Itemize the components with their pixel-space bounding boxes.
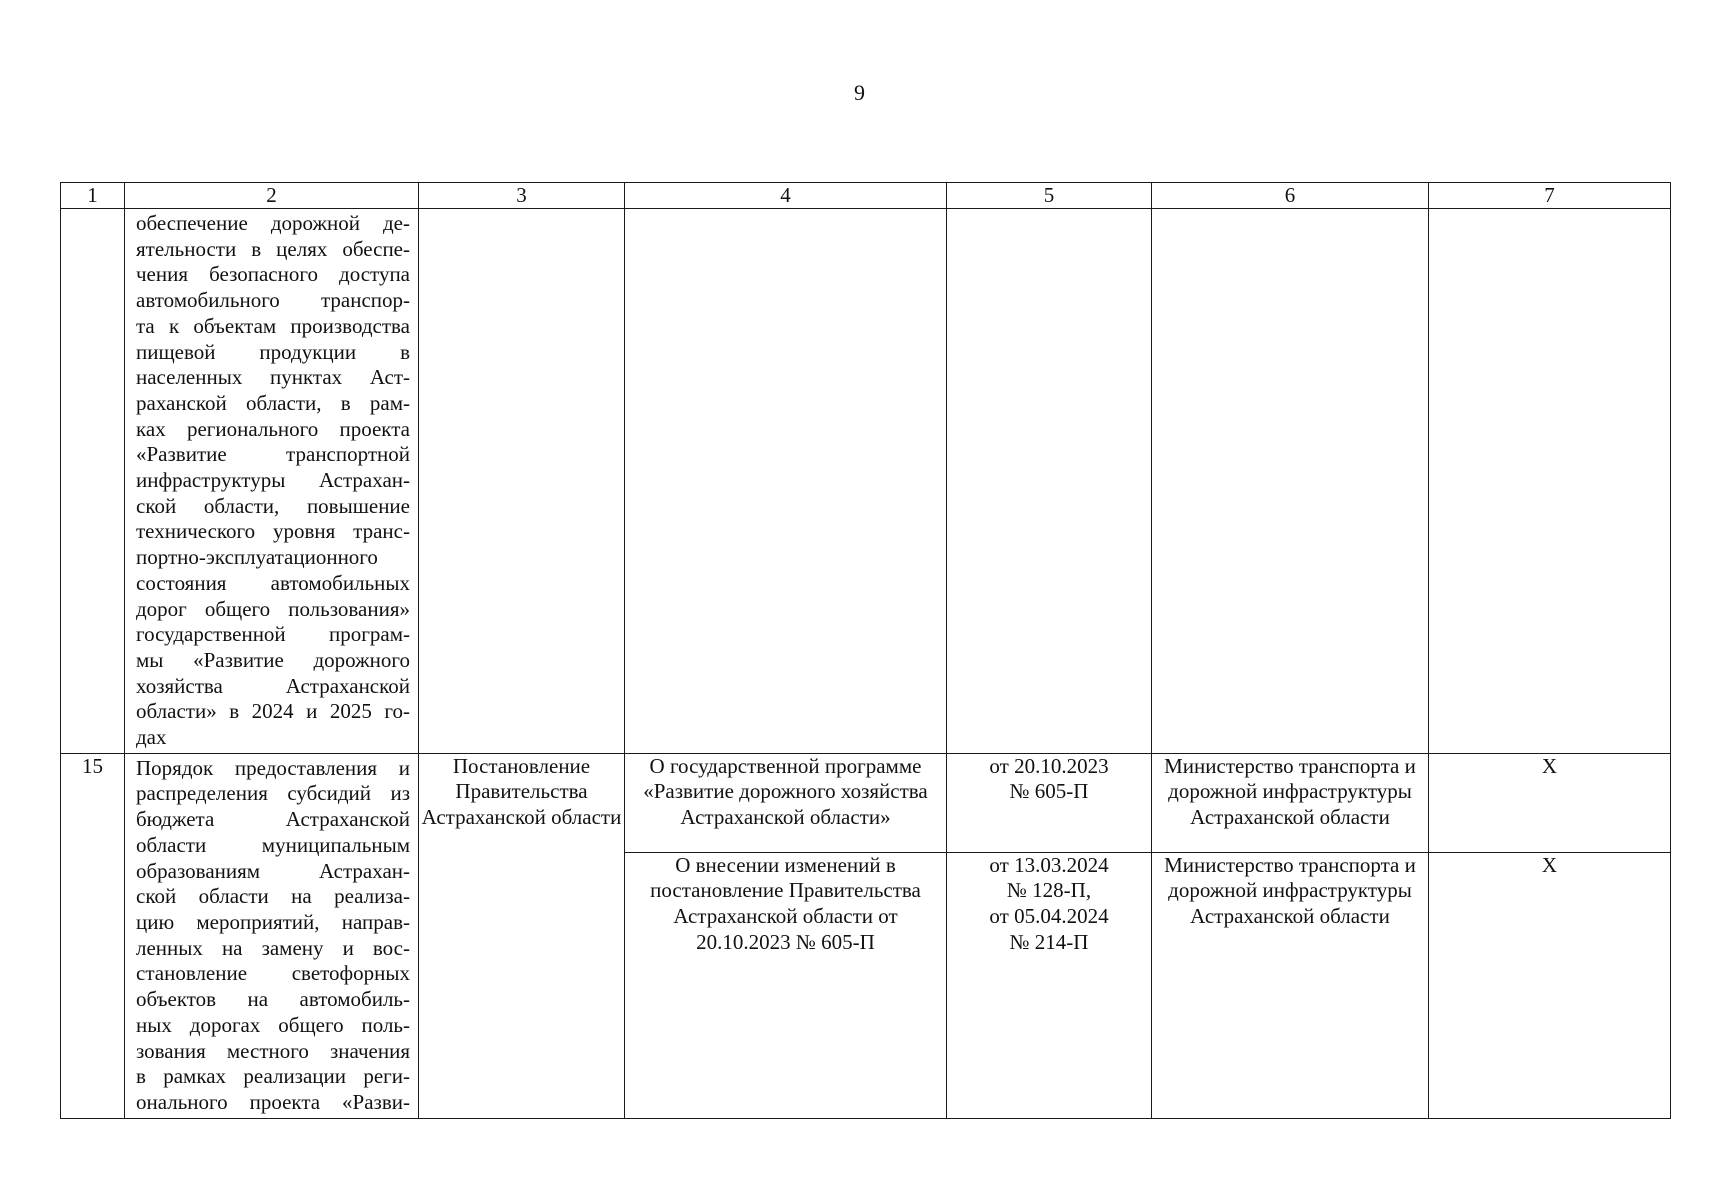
cont-number-cell — [61, 209, 125, 754]
text-line: объектов на автомобиль- — [136, 987, 410, 1012]
text-line: инфраструктуры Астрахан- — [136, 468, 410, 493]
acts-table — [60, 182, 1671, 1119]
cont-description-text — [125, 209, 418, 753]
text-line: «Развитие транспортной — [136, 442, 410, 467]
note-cell: Х — [1429, 753, 1671, 852]
header-cell: 6 — [1152, 183, 1429, 209]
act-date-line: от 13.03.2024 — [989, 852, 1109, 877]
act-title-cell: О государственной программе «Развитие дорожного хозяйства Астраханской области» — [625, 753, 947, 852]
text-line: бюджета Астраханской — [136, 807, 410, 832]
act-date-line: от 20.10.2023 — [989, 753, 1109, 778]
text-line: онального проекта «Разви- — [136, 1089, 410, 1114]
text-line: хозяйства Астраханской — [136, 673, 410, 698]
text-line: чения безопасного доступа — [136, 262, 410, 287]
text-line: ской области, повышение — [136, 493, 410, 518]
text-line: распределения субсидий из — [136, 781, 410, 806]
text-line: пищевой продукции в — [136, 339, 410, 364]
act-date-cell — [947, 852, 1152, 1118]
act-number-line: № 128-П, — [1006, 878, 1092, 903]
act-title-cell: О внесении изменений в постановление Правительства Астраханской области от 20.10.2023 № 605-П — [625, 852, 947, 1118]
text-line: ской области на реализа- — [136, 884, 410, 909]
text-line: раханской области, в рам- — [136, 390, 410, 415]
row-number: 15 — [61, 753, 125, 1118]
continued-row — [61, 209, 1671, 754]
row-15-description-cell — [125, 753, 419, 1118]
page-number: 9 — [854, 80, 865, 105]
text-line: в рамках реализации реги- — [136, 1064, 410, 1089]
cont-responsible-cell — [1152, 209, 1429, 754]
text-line: мы «Развитие дорожного — [136, 647, 410, 672]
header-cell: 1 — [61, 183, 125, 209]
act-date-line: от 05.04.2024 — [989, 904, 1109, 929]
text-line: зования местного значения — [136, 1038, 410, 1063]
header-cell: 5 — [947, 183, 1152, 209]
text-line: области муниципальным — [136, 832, 410, 857]
text-line: области» в 2024 и 2025 го- — [136, 699, 410, 724]
text-line: состояния автомобильных — [136, 570, 410, 595]
text-line: та к объектам производства — [136, 313, 410, 338]
act-date-cell — [947, 753, 1152, 852]
text-line: технического уровня транс- — [136, 519, 410, 544]
responsible-cell: Министерство транспорта и дорожной инфраструктуры Астраханской области — [1152, 852, 1429, 1118]
header-cell: 2 — [125, 183, 419, 209]
row-15-description-text — [125, 754, 418, 1118]
cont-act-type-cell — [419, 209, 625, 754]
text-line: становление светофорных — [136, 961, 410, 986]
text-line: ных дорогах общего поль- — [136, 1012, 410, 1037]
text-line: портно-эксплуатационного — [136, 545, 378, 570]
text-line: ятельности в целях обеспе- — [136, 236, 410, 261]
row-15-first — [61, 753, 1671, 852]
header-cell: 3 — [419, 183, 625, 209]
text-line: ках регионального проекта — [136, 416, 410, 441]
header-row — [61, 183, 1671, 209]
responsible-cell: Министерство транспорта и дорожной инфраструктуры Астраханской области — [1152, 753, 1429, 852]
cont-act-title-cell — [625, 209, 947, 754]
text-line: государственной програм- — [136, 622, 410, 647]
text-line: автомобильного транспор- — [136, 288, 410, 313]
text-line: дах — [136, 725, 167, 750]
text-line: образованиям Астрахан- — [136, 858, 410, 883]
header-cell: 7 — [1429, 183, 1671, 209]
text-line: обеспечение дорожной де- — [136, 211, 410, 235]
text-line: ленных на замену и вос- — [136, 935, 410, 960]
header-cell: 4 — [625, 183, 947, 209]
text-line: Порядок предоставления и — [136, 755, 410, 780]
act-number-line: № 214-П — [1009, 929, 1089, 954]
act-number-line: № 605-П — [1009, 779, 1089, 804]
cont-note-cell — [1429, 209, 1671, 754]
cont-act-date-cell — [947, 209, 1152, 754]
text-line: населенных пунктах Аст- — [136, 365, 410, 390]
note-cell: Х — [1429, 852, 1671, 1118]
act-type-cell: Постановление Правительства Астраханской области — [419, 753, 625, 1118]
text-line: цию мероприятий, направ- — [136, 909, 410, 934]
text-line: дорог общего пользования» — [136, 596, 410, 621]
cont-description-cell — [125, 209, 419, 754]
